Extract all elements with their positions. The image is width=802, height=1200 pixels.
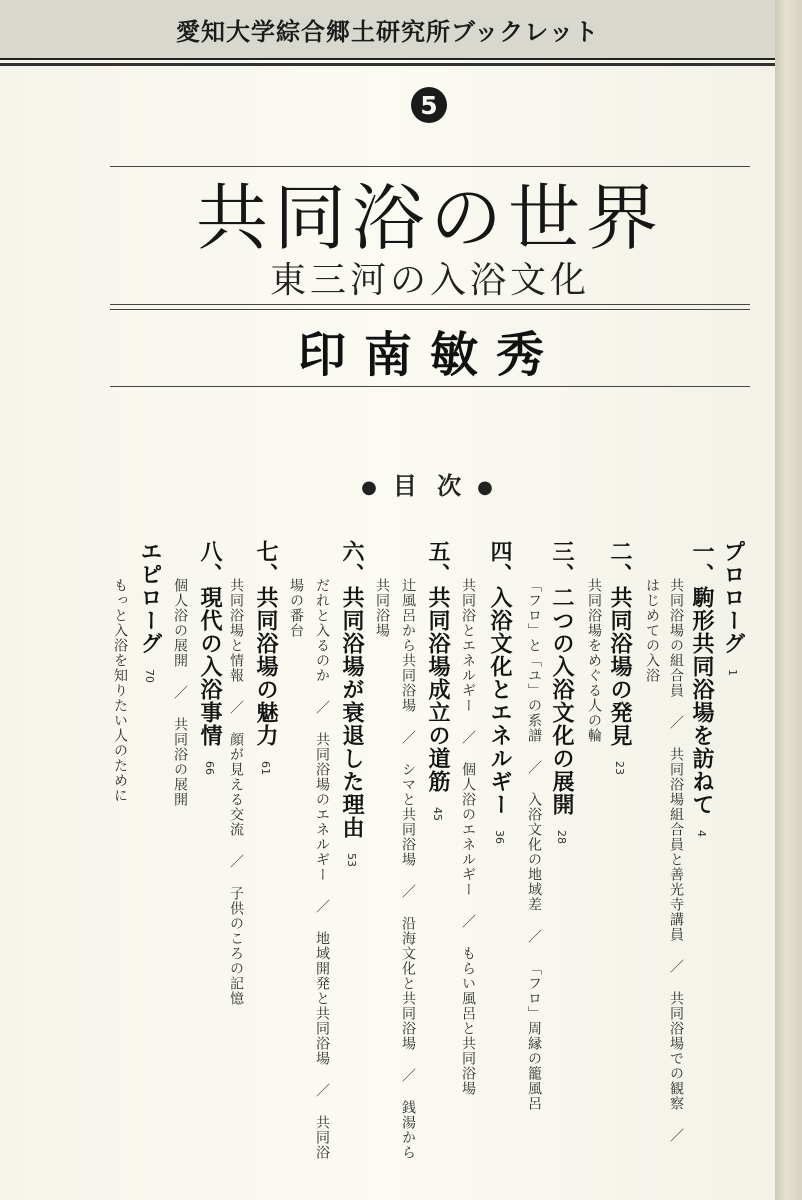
toc-page-number: 45	[431, 807, 444, 821]
toc-sub-6b: 場の番台	[288, 578, 304, 638]
toc-page-number: 66	[203, 761, 216, 775]
toc-sub-9a: もっと入浴を知りたい人のために	[112, 578, 128, 803]
toc-chapter-title: プロローグ	[720, 540, 745, 655]
series-title: 愛知大学綜合郷土研究所ブックレット	[175, 18, 600, 46]
toc-entry-prologue	[717, 540, 748, 676]
toc-chapter-title: 四、入浴文化とエネルギー	[487, 540, 512, 816]
toc-chapter-title: 五、共同浴場成立の道筋	[425, 540, 450, 793]
toc-heading	[0, 466, 802, 501]
toc-chapter-title: 七、共同浴場の魅力	[253, 540, 278, 747]
toc-entry-epilogue	[134, 540, 165, 683]
volume-number-badge: 5	[411, 87, 447, 123]
toc-entry-6	[336, 540, 367, 867]
toc-chapter-title: 八、現代の入浴事情	[197, 540, 222, 747]
toc-page-number: 53	[345, 853, 358, 867]
toc-page-number: 28	[555, 830, 568, 844]
toc-chapter-title: 六、共同浴場が衰退した理由	[339, 540, 364, 839]
toc-sub-2a: 共同浴場をめぐる人の輪	[586, 578, 602, 743]
toc-entry-4	[484, 540, 515, 844]
toc-sub-6a: だれと入るのか ／ 共同浴場のエネルギー ／ 地域開発と共同浴場 ／ 共同浴	[314, 578, 330, 1160]
toc-sub-8a: 個人浴の展開 ／ 共同浴の展開	[172, 578, 188, 807]
toc-page-number: 1	[726, 669, 739, 676]
toc-chapter-title: 二、共同浴場の発見	[607, 540, 632, 747]
toc-sub-1a: 共同浴場の組合員 ／ 共同浴場組合員と善光寺講員 ／ 共同浴場での観察 ／	[668, 578, 684, 1143]
toc-chapter-title: 一、駒形共同浴場を訪ねて	[689, 540, 714, 816]
book-title: 共同浴の世界	[195, 176, 664, 260]
book-edge	[775, 0, 802, 1200]
toc-entry-8	[194, 540, 225, 775]
author-rule	[110, 386, 750, 387]
toc-page-number: 70	[143, 669, 156, 683]
toc-entry-7	[250, 540, 281, 775]
toc-chapter-title: エピローグ	[137, 540, 162, 655]
toc-entry-3	[546, 540, 577, 844]
toc-page-number: 4	[695, 830, 708, 837]
toc-page-number: 23	[613, 761, 626, 775]
toc-sub-5b: 共同浴場	[374, 578, 390, 638]
toc-entry-5	[422, 540, 453, 821]
toc-sub-4a: 共同浴とエネルギー ／ 個人浴のエネルギー ／ もらい風呂と共同浴場	[460, 578, 476, 1096]
book-subtitle: 東三河の入浴文化	[269, 260, 590, 301]
bullet-icon: ●	[361, 476, 383, 498]
toc-sub-5a: 辻風呂から共同浴場 ／ シマと共同浴場 ／ 沿海文化と共同浴場 ／ 銭湯から	[400, 578, 416, 1160]
toc-sub-1b: はじめての入浴	[644, 578, 660, 683]
toc-sub-7a: 共同浴場と情報 ／ 顔が見える交流 ／ 子供のころの記憶	[228, 578, 244, 1006]
author-name: 印南敏秀	[297, 327, 562, 383]
title-bottom-rule	[110, 304, 750, 310]
toc-page-number: 61	[259, 761, 272, 775]
toc-heading-text: 目 次	[392, 472, 468, 500]
toc-entry-2	[604, 540, 635, 775]
toc-sub-3a: 「フロ」と「ユ」の系譜 ／ 入浴文化の地域差 ／ 「フロ」周縁の籠風呂	[526, 578, 542, 1111]
toc-page-number: 36	[493, 830, 506, 844]
toc-entry-1	[686, 540, 717, 837]
toc-chapter-title: 三、二つの入浴文化の展開	[549, 540, 574, 816]
series-header	[0, 0, 775, 60]
bullet-icon: ●	[477, 476, 499, 498]
